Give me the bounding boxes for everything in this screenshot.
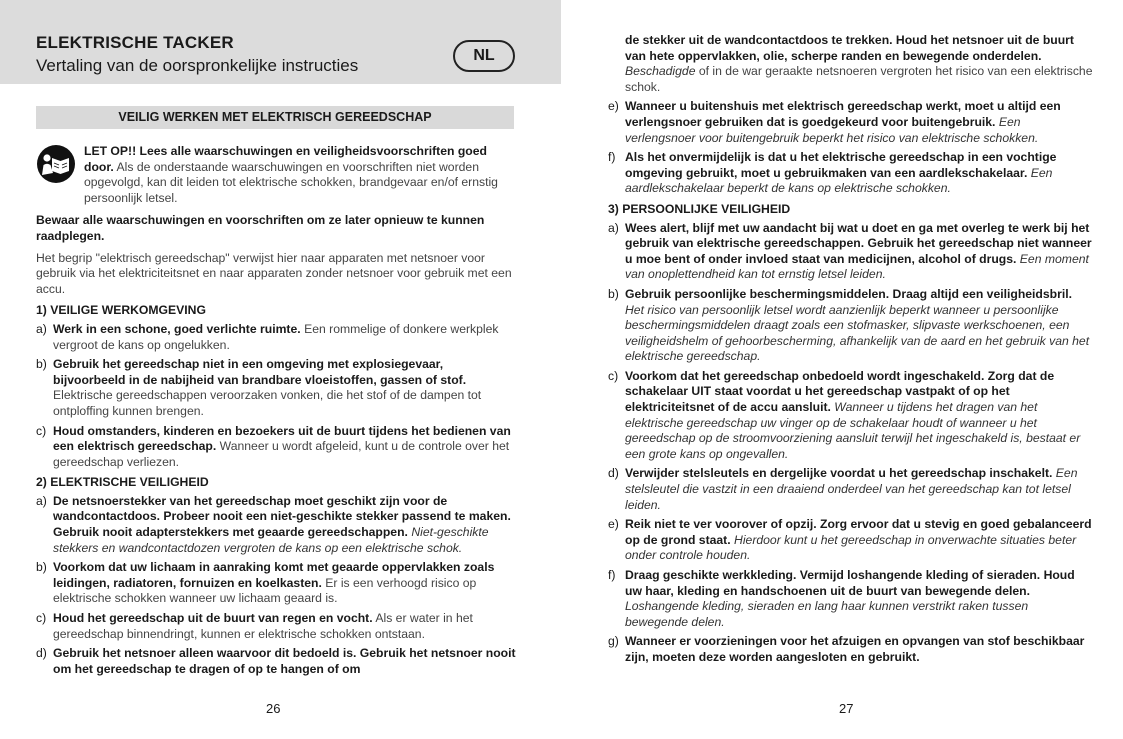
language-badge: NL: [453, 40, 515, 72]
left-column: [36, 144, 516, 681]
section-title: 1) VEILIGE WERKOMGEVING: [36, 303, 206, 318]
list-item: f) Als het onvermijdelijk is dat u het elektrische gereedschap in een vochtige omgeving gebruikt, moet u gebruikmaken van een aardlekschakelaar. Een aardlekschakelaar beperkt de kans op elektrische schokken.: [608, 150, 1057, 196]
doc-subtitle: Vertaling van de oorspronkelijke instructies: [36, 56, 359, 75]
warning-block: LET OP!! Lees alle waarschuwingen en veiligheidsvoorschriften goed door. Als de onderstaande waarschuwingen en voorschriften niet worden opgevolgd, kan dit leiden tot elektrische schokken, brandgevaar en/of ernstig persoonlijk letsel.: [36, 144, 516, 206]
section-title: 2) ELEKTRISCHE VEILIGHEID: [36, 475, 209, 490]
list-item: f) Draag geschikte werkkleding. Vermijd loshangende kleding of sieraden. Houd uw haar, kleding en handschoenen uit de buurt van bewegende delen. Loshangende kleding, sieraden en lang haar kunnen verstrikt raken tussen bewegende delen.: [608, 568, 1075, 629]
list-item: b) Gebruik persoonlijke beschermingsmiddelen. Draag altijd een veiligheidsbril. Het risico van persoonlijk letsel wordt aanzienlijk beperkt wanneer u persoonlijke beschermingsmiddelen draagt zoals een stofmasker, slipvaste werkschoenen, een veiligheidshelm of gehoorbescherming, afhankelijk van de aard en het gebruik van het elektrische gereedschap.: [608, 286, 1090, 364]
doc-title: ELEKTRISCHE TACKER: [36, 33, 234, 52]
list-item: c) Houd het gereedschap uit de buurt van regen en vocht. Als er water in het gereedschap binnendringt, kunnen er elektrische schokken ontstaan.: [36, 611, 473, 641]
section-title: 3) PERSOONLIJKE VEILIGHEID: [608, 201, 791, 216]
left-page: [0, 0, 561, 739]
list-item: a) Werk in een schone, goed verlichte ruimte. Een rommelige of donkere werkplek vergroot de kans op ongelukken.: [36, 321, 499, 352]
list-item-continued: de stekker uit de wandcontactdoos te trekken. Houd het netsnoer uit de buurt van hete oppervlakken, olie, scherpe randen en bewegende onderdelen. Beschadigde of in de war geraakte netsnoeren vergroten het risico van een elektrische schok.: [625, 33, 1093, 94]
section-heading: VEILIG WERKEN MET ELEKTRISCH GEREEDSCHAP: [36, 106, 514, 129]
list-item: c) Voorkom dat het gereedschap onbedoeld wordt ingeschakeld. Zorg dat de schakelaar UIT staat voordat u het gereedschap vastpakt of op het elektriciteitsnet of de accu aansluit. Wanneer u tijdens het dragen van het elektrische gereedschap uw vinger op de schakelaar houdt of wanneer u het gereedschap op de stroomvoorziening aansluit terwijl het ingeschakeld is, bestaat er een grote kans op ongevallen.: [608, 368, 1081, 461]
page-number-right: 27: [839, 701, 854, 716]
list-item: c) Houd omstanders, kinderen en bezoekers uit de buurt tijdens het bedienen van een elektrisch gereedschap. Wanneer u wordt afgeleid, kunt u de controle over het gereedschap verliezen.: [36, 423, 511, 469]
list-item: d) Verwijder stelsleutels en dergelijke voordat u het gereedschap inschakelt. Een stelsleutel die vastzit in een draaiend onderdeel van het gereedschap kan tot letsel leiden.: [608, 466, 1078, 512]
list-item: d) Gebruik het netsnoer alleen waarvoor dit bedoeld is. Gebruik het netsnoer nooit om het gereedschap te dragen of op te hangen of om: [36, 646, 516, 676]
definition-text: Het begrip "elektrisch gereedschap" verwijst hier naar apparaten met netsnoer voor gebruik via het elektriciteitsnet en naar apparaten zonder netsnoer voor gebruik met een accu.: [36, 250, 512, 296]
read-manual-icon: [36, 144, 76, 184]
list-item: b) Voorkom dat uw lichaam in aanraking komt met geaarde oppervlakken zoals leidingen, radiatoren, fornuizen en koelkasten. Er is een verhoogd risico op elektrische schokken wanneer uw lichaam geaard is.: [36, 560, 495, 606]
right-page: [562, 0, 1123, 739]
page-number-left: 26: [266, 701, 281, 716]
list-item: e) Wanneer u buitenshuis met elektrisch gereedschap werkt, moet u altijd een verlengsnoer gebruiken dat is goedgekeurd voor buitengebruik. Een verlengsnoer voor buitengebruik beperkt het risico van elektrische schokken.: [608, 99, 1061, 145]
keep-notice: Bewaar alle waarschuwingen en voorschriften om ze later opnieuw te kunnen raadplegen.: [36, 213, 485, 243]
right-column: [608, 33, 1094, 670]
list-item: a) Wees alert, blijf met uw aandacht bij wat u doet en ga met overleg te werk bij het gebruik van elektrische gereedschappen. Gebruik het gereedschap niet wanneer u moe bent of onder invloed staat van medicijnen, alcohol of drugs. Een moment van onoplettendheid kan tot ernstig letsel leiden.: [608, 220, 1092, 282]
list-item: e) Reik niet te ver voorover of opzij. Zorg ervoor dat u stevig en goed gebalanceerd op de grond staat. Hierdoor kunt u het gereedschap in onverwachte situaties beter onder controle houden.: [608, 517, 1092, 563]
list-item: g) Wanneer er voorzieningen voor het afzuigen en opvangen van stof beschikbaar zijn, moeten deze worden aangesloten en gebruikt.: [608, 634, 1085, 664]
list-item: b) Gebruik het gereedschap niet in een omgeving met explosiegevaar, bijvoorbeeld in de nabijheid van brandbare vloeistoffen, gassen of stof. Elektrische gereedschappen veroorzaken vonken, die het stof of de dampen tot ontploffing kunnen brengen.: [36, 357, 482, 418]
header-band: [0, 0, 561, 84]
list-item: a) De netsnoerstekker van het gereedschap moet geschikt zijn voor de wandcontactdoos. Probeer nooit een niet-geschikte stekker passend te maken. Gebruik nooit adapterstekkers met geaarde gereedschappen. Niet-geschikte stekkers en wandcontactdozen vergroten de kans op een elektrische schok.: [36, 493, 511, 555]
